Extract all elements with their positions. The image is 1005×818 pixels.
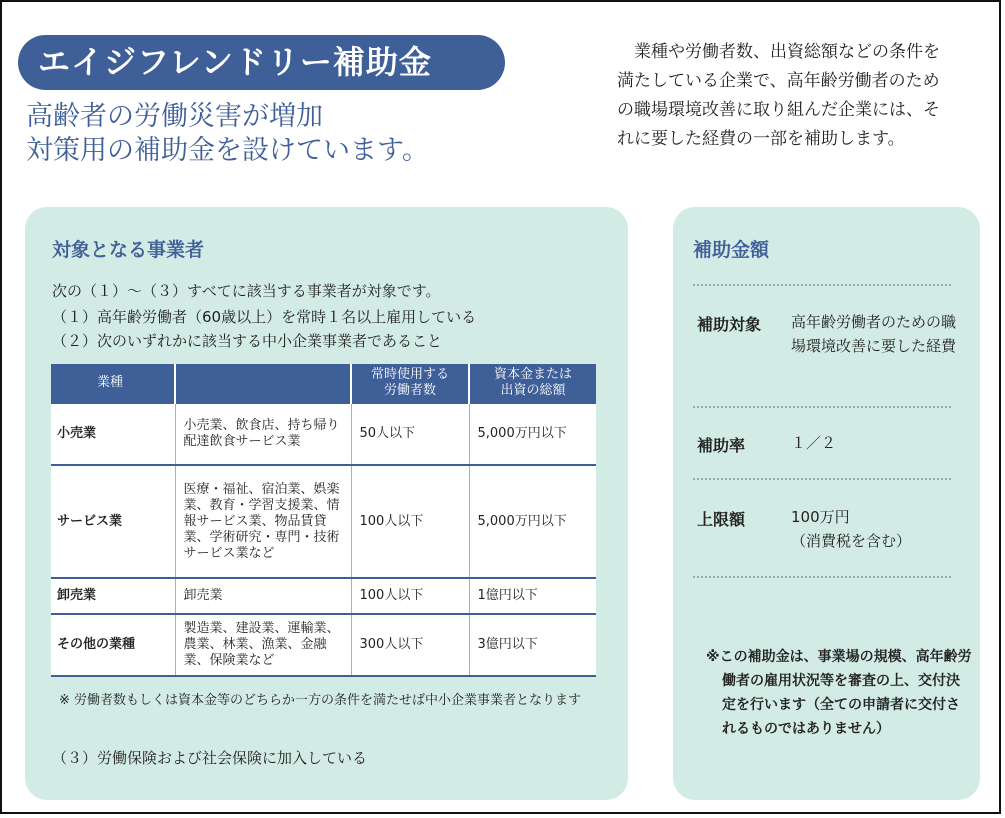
subsidy-target-term: 補助対象 <box>697 315 762 334</box>
divider <box>693 576 951 578</box>
industry-cell: 小売業 <box>51 403 175 465</box>
industry-detail-cell: 医療・福祉、宿泊業、娯楽業、教育・学習支援業、情報サービス業、物品賃貸業、学術研究・専門・技術サービス業など <box>175 465 351 578</box>
header-industry: 業種 <box>51 364 175 403</box>
header-capital: 資本金または 出資の総額 <box>469 364 596 403</box>
condition-3: （３）労働保険および社会保険に加入している <box>52 749 368 767</box>
table-row <box>51 403 596 465</box>
intro-line: 満たしている企業で、高年齢労働者のため <box>617 71 940 91</box>
subsidy-heading: 補助金額 <box>693 239 770 261</box>
header-detail <box>175 364 351 403</box>
intro-text <box>617 38 982 154</box>
industry-detail-cell: 製造業、建設業、運輸業、農業、林業、漁業、金融業、保険業など <box>175 614 351 676</box>
table-row <box>51 614 596 676</box>
subsidy-rate-term: 補助率 <box>697 436 746 455</box>
divider <box>693 478 951 480</box>
sme-note: ※ 労働者数もしくは資本金等のどちらか一方の条件を満たせば中小企業事業者となります <box>59 693 582 708</box>
industry-cell: 卸売業 <box>51 578 175 614</box>
capital-cell: 1億円以下 <box>469 578 596 614</box>
intro-line: れに要した経費の一部を補助します。 <box>617 129 905 149</box>
condition-1: （１）高年齢労働者（60歳以上）を常時１名以上雇用している <box>52 308 477 326</box>
industry-cell: サービス業 <box>51 465 175 578</box>
upper-limit-value: 100万円 （消費税を含む） <box>791 508 912 550</box>
header-employees: 常時使用する 労働者数 <box>351 364 469 403</box>
subsidy-target-value: 高年齢労働者のための職場環境改善に要した経費 <box>791 313 957 355</box>
industry-detail-cell: 卸売業 <box>175 578 351 614</box>
capital-cell: 3億円以下 <box>469 614 596 676</box>
table-header-row <box>51 364 596 403</box>
subtitle-line-1: 高齢者の労働災害が増加 <box>26 101 323 132</box>
subsidy-note: ※この補助金は、事業場の規模、高年齢労働者の雇用状況等を審査の上、交付決定を行います（全ての申請者に交付されるものではありません） <box>706 649 972 737</box>
page-subtitle <box>26 100 429 168</box>
employees-cell: 50人以下 <box>351 403 469 465</box>
table-row <box>51 465 596 578</box>
industry-detail-cell: 小売業、飲食店、持ち帰り配達飲食サービス業 <box>175 403 351 465</box>
condition-2: （２）次のいずれかに該当する中小企業事業者であること <box>52 332 443 350</box>
table-row <box>51 578 596 614</box>
intro-line: の職場環境改善に取り組んだ企業には、そ <box>617 100 940 120</box>
divider <box>693 406 951 408</box>
subsidy-rate-value: １／２ <box>791 434 837 452</box>
page-title: エイジフレンドリー補助金 <box>18 35 505 90</box>
capital-cell: 5,000万円以下 <box>469 465 596 578</box>
divider <box>693 284 951 286</box>
business-criteria-table <box>51 364 596 677</box>
employees-cell: 300人以下 <box>351 614 469 676</box>
eligibility-heading: 対象となる事業者 <box>52 239 205 261</box>
intro-line: 業種や労働者数、出資総額などの条件を <box>617 42 940 62</box>
subsidy-panel <box>673 207 980 800</box>
employees-cell: 100人以下 <box>351 465 469 578</box>
capital-cell: 5,000万円以下 <box>469 403 596 465</box>
eligibility-lead: 次の（１）～（３）すべてに該当する事業者が対象です。 <box>52 282 441 300</box>
eligibility-panel <box>25 207 628 800</box>
upper-limit-term: 上限額 <box>697 510 746 529</box>
employees-cell: 100人以下 <box>351 578 469 614</box>
subtitle-line-2: 対策用の補助金を設けています。 <box>26 135 429 166</box>
industry-cell: その他の業種 <box>51 614 175 676</box>
